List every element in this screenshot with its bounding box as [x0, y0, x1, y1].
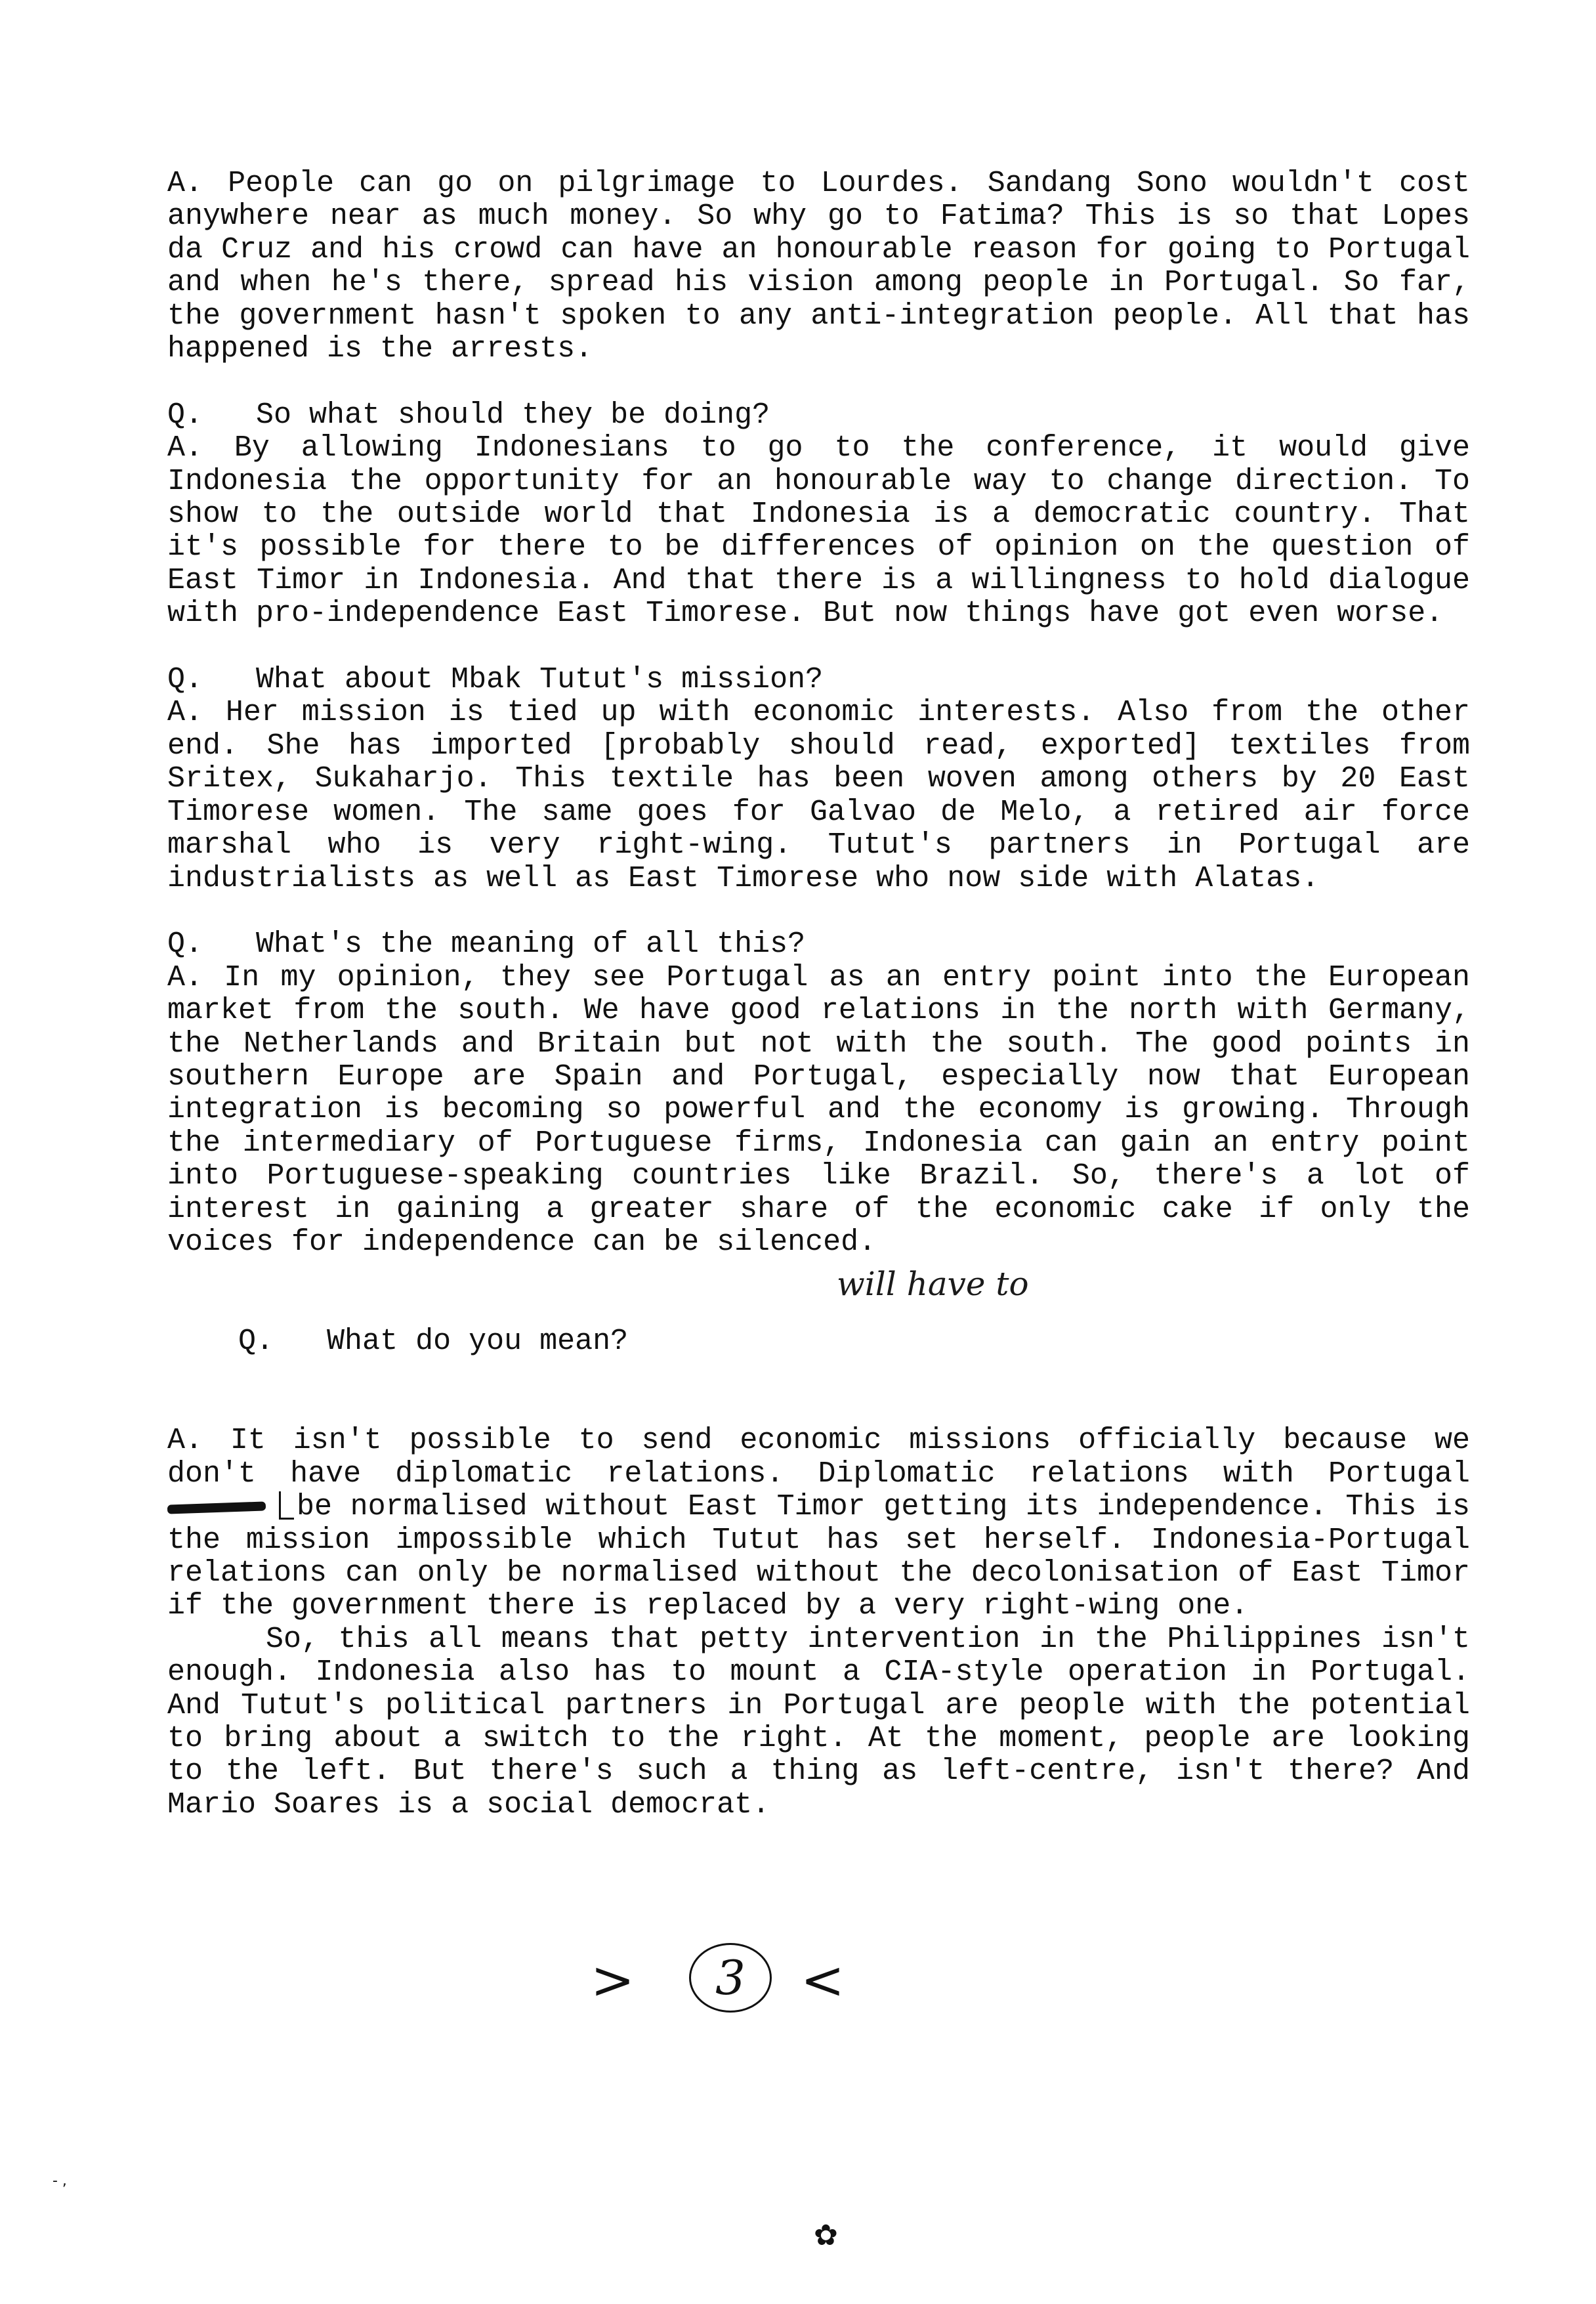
- footer-ornament-icon: ✿: [814, 2219, 838, 2252]
- answer-5-part-2: be normalised without East Timor getting its independence. This is the mission impossible which Tutut has set herself. Indonesia-Portugal relations can only be normalised without the decolonisation of East Timor if the government there is replaced by a very right-wing one.: [167, 1490, 1470, 1623]
- circled-page-number-icon: 3: [689, 1943, 772, 2013]
- question-4: Q. What's the meaning of all this?: [167, 928, 806, 962]
- paragraph-answer-5: [167, 1424, 1470, 1623]
- page-number-right-mark: <: [801, 1950, 845, 2011]
- page-number: [591, 1943, 853, 2022]
- paragraph-answer-1: A. People can go on pilgrimage to Lourdes. Sandang Sono wouldn't cost anywhere near as much money. So why go to Fatima? This is so that Lopes da Cruz and his crowd can have an honourable reason for going to Portugal and when he's there, spread his vision among people in Portugal. So far, the government hasn't spoken to any anti-integration people. All that has happened is the arrests.: [167, 167, 1470, 366]
- question-5: Q. What do you mean?: [238, 1325, 629, 1359]
- handwritten-insert: will have to: [837, 1264, 1029, 1303]
- paragraph-answer-2: A. By allowing Indonesians to go to the conference, it would give Indonesia the opportunity for an honourable way to change direction. To show to the outside world that Indonesia is a democratic country. That it's possible for there to be differences of opinion on the question of East Timor in Indonesia. And that there is a willingness to hold dialogue with pro-independence East Timorese. But now things have got even worse.: [167, 431, 1470, 631]
- paragraph-6: So, this all means that petty intervention in the Philippines isn't enough. Indonesia also has to mount a CIA-style operation in Portugal. And Tutut's political partners in Portugal are people with the potential to bring about a switch to the right. At the moment, people are looking to the left. But there's such a thing as left-centre, isn't there? And Mario Soares is a social democrat.: [167, 1622, 1470, 1822]
- question-2: Q. So what should they be doing?: [167, 398, 770, 432]
- paragraph-gap: [167, 631, 1470, 664]
- page-number-left-mark: >: [591, 1950, 635, 2011]
- answer-5-part-1: A. It isn't possible to send economic missions officially because we don't have diplomatic relations. Diplomatic relations with Portugal: [167, 1424, 1470, 1491]
- paragraph-gap: [167, 1259, 1470, 1292]
- paragraph-answer-3: A. Her mission is tied up with economic interests. Also from the other end. She has imported [probably should read, exported] textiles from Sritex, Sukaharjo. This textile has been woven among others by 20 East Timorese women. The same goes for Galvao de Melo, a retired air force marshal who is very right-wing. Tutut's partners in Portugal are industrialists as well as East Timorese who now side with Alatas.: [167, 696, 1470, 895]
- paragraph-gap: [167, 366, 1470, 398]
- insertion-caret-icon: [279, 1491, 294, 1520]
- paragraph-gap: [167, 895, 1470, 928]
- paragraph-answer-4: A. In my opinion, they see Portugal as an entry point into the European market from the south. We have good relations in the north with Germany, the Netherlands and Britain but not with the south. The good points in southern Europe are Spain and Portugal, especially now that European integration is becoming so powerful and the economy is growing. Through the intermediary of Portuguese firms, Indonesia can gain an entry point into Portuguese-speaking countries like Brazil. So, there's a lot of interest in gaining a greater share of the economic cake if only the voices for independence can be silenced.: [167, 960, 1470, 1259]
- stray-mark: - ,: [52, 2173, 67, 2189]
- document-body: [167, 167, 1470, 1822]
- question-5-line: [167, 1264, 1470, 1425]
- strikeout-icon: [167, 1497, 279, 1516]
- question-3: Q. What about Mbak Tutut's mission?: [167, 663, 824, 697]
